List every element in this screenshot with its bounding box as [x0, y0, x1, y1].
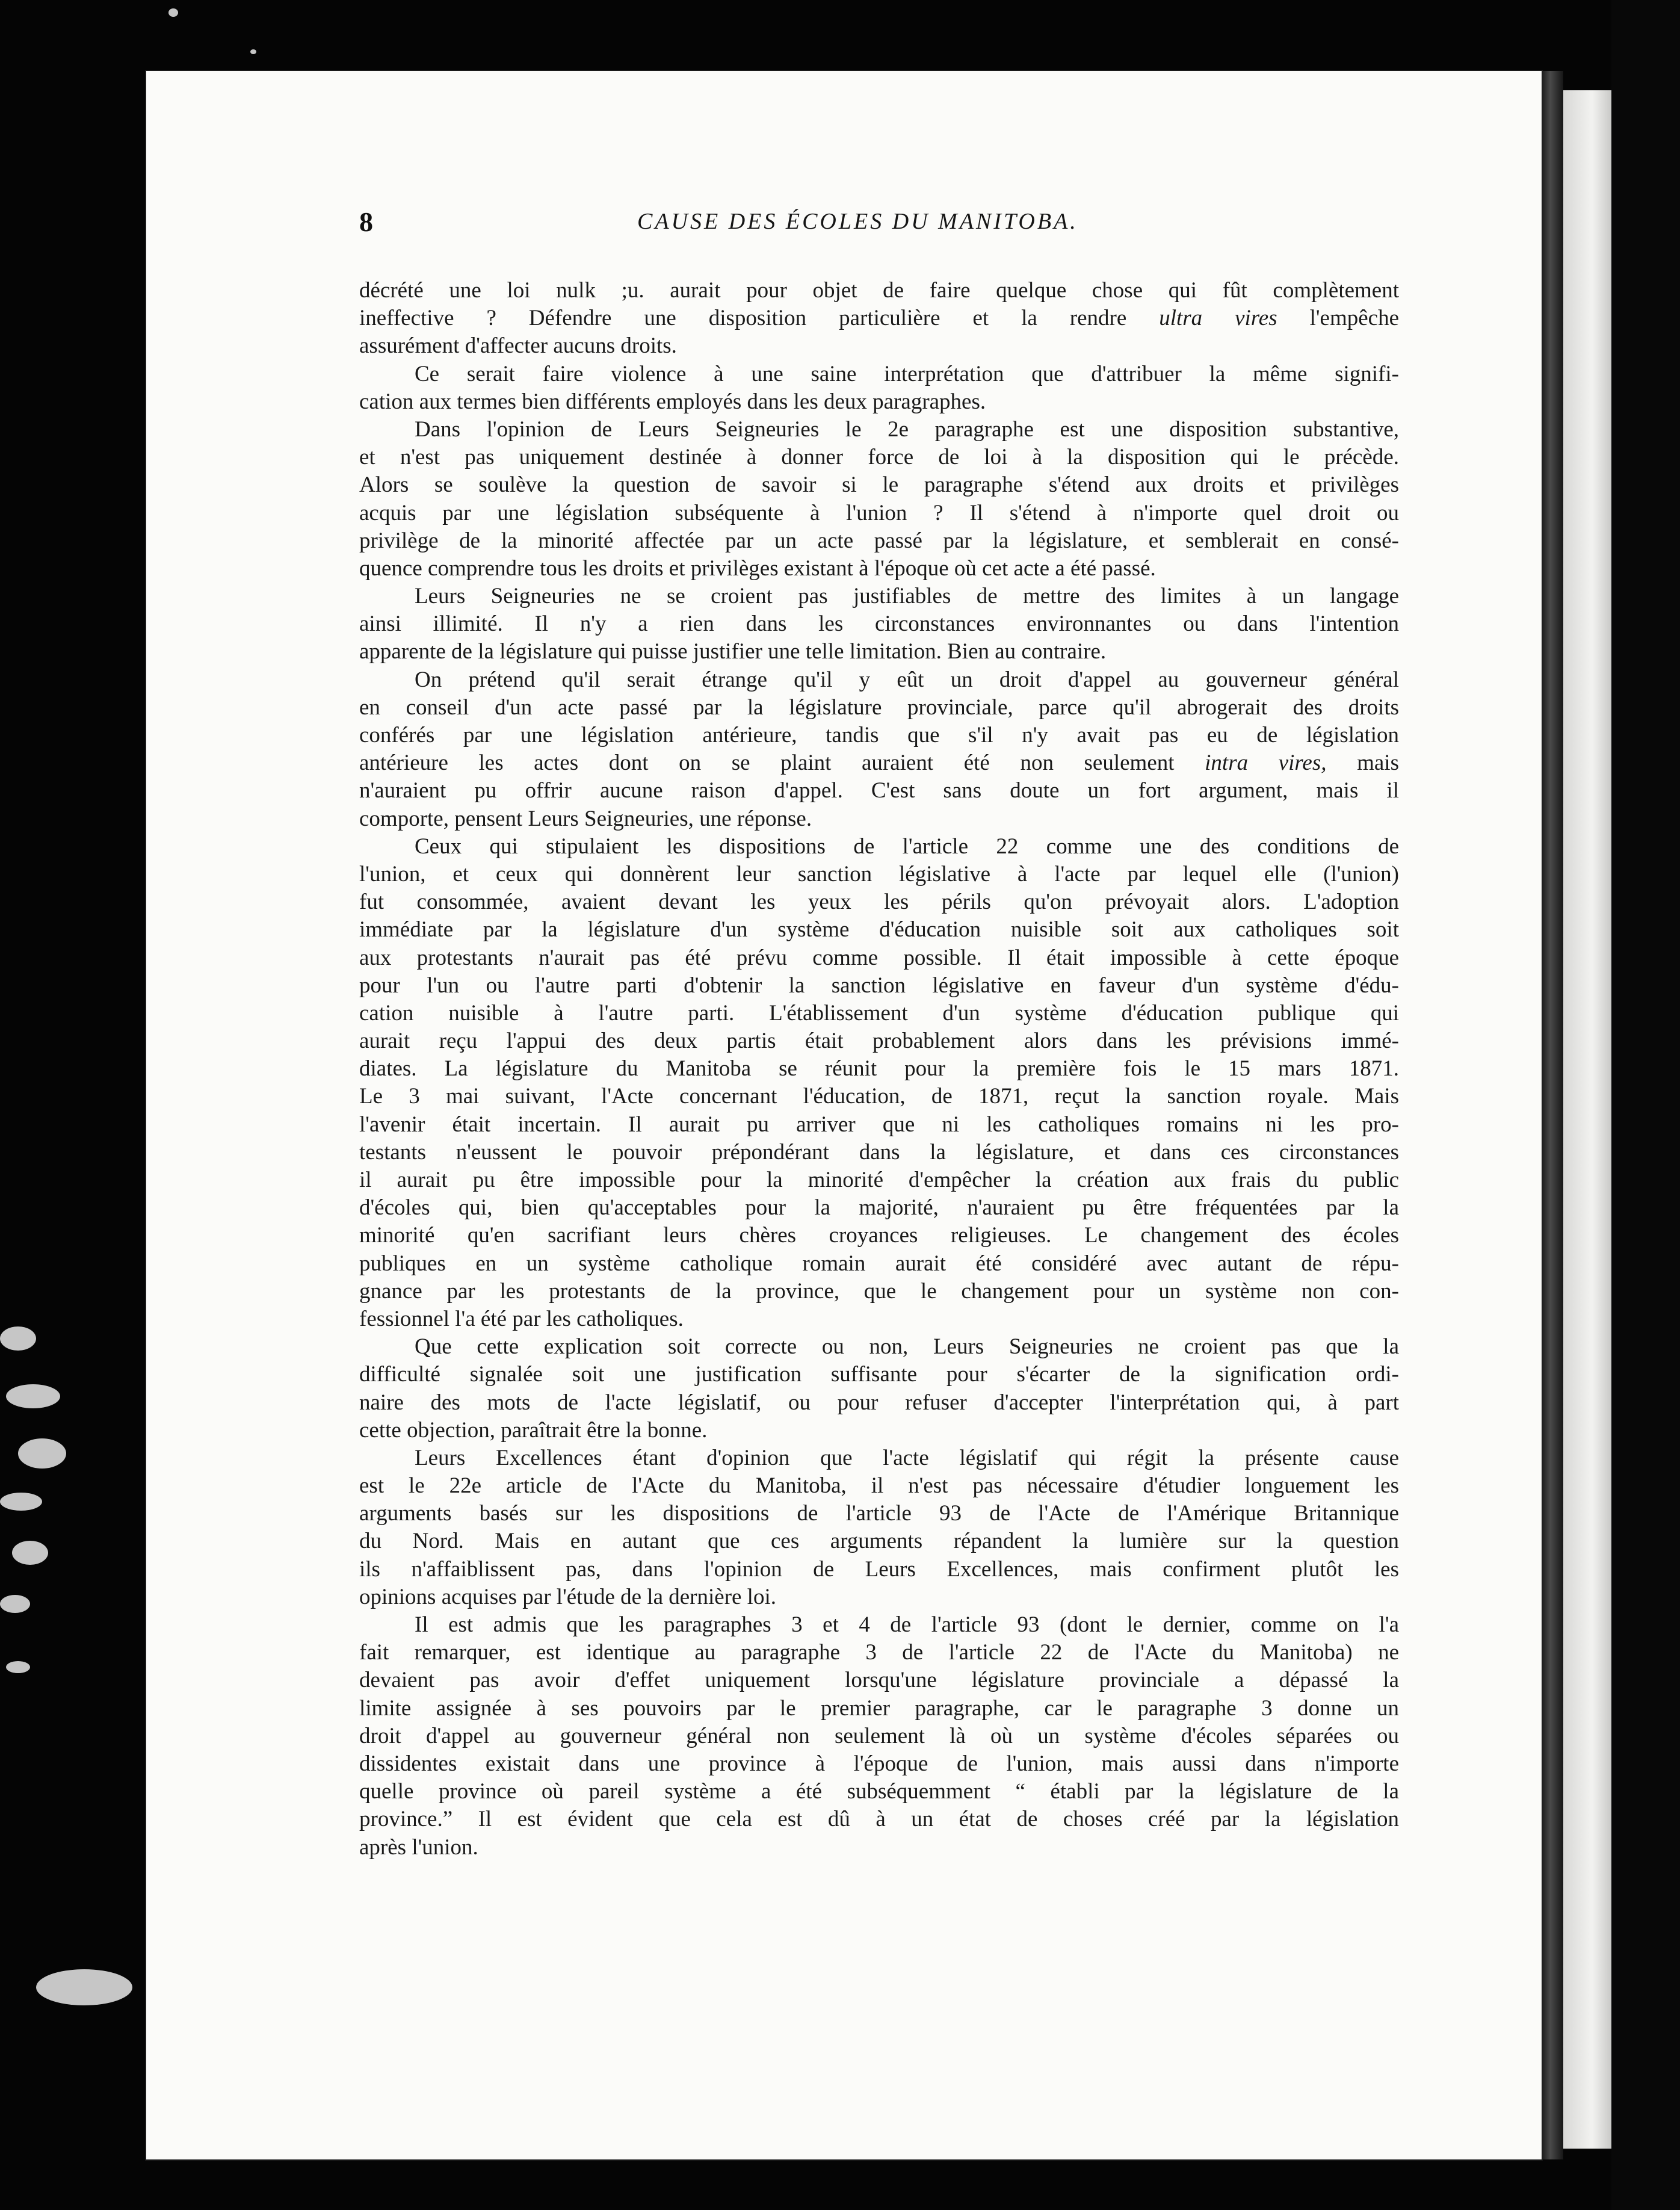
text-line-content: Il est admis que les paragraphes 3 et 4 de l'article 93 (dont le dernier, comme on l'a — [415, 1612, 1399, 1637]
text-line — [359, 1528, 1399, 1555]
text-line — [359, 1000, 1399, 1027]
text-line — [359, 1472, 1399, 1500]
text-line-content: il aurait pu être impossible pour la minorité d'empêcher la création aux frais du public — [359, 1168, 1399, 1192]
text-line-content: ineffective ? Défendre une disposition particulière et la rendre — [359, 306, 1160, 331]
text-line — [359, 638, 1399, 666]
text-line — [359, 749, 1399, 777]
page-header — [359, 206, 1117, 242]
text-line — [359, 1778, 1399, 1806]
text-line — [359, 500, 1399, 527]
text-line — [359, 1500, 1399, 1528]
text-line — [359, 1583, 1399, 1611]
text-line-content: On prétend qu'il serait étrange qu'il y eût un droit d'appel au gouverneur général — [415, 667, 1399, 692]
text-line — [359, 1278, 1399, 1305]
text-line-content: comporte, pensent Leurs Seigneuries, une réponse. — [359, 806, 812, 831]
text-line — [359, 1361, 1399, 1388]
text-line — [359, 1305, 1399, 1333]
text-line-content: et n'est pas uniquement destinée à donner force de loi à la disposition qui le précède. — [359, 445, 1399, 470]
text-line — [359, 1695, 1399, 1722]
body-text — [359, 277, 1399, 1862]
text-line — [359, 1639, 1399, 1667]
text-line-content: droit d'appel au gouverneur général non seulement là où un système d'écoles séparées ou — [359, 1723, 1399, 1748]
text-line-content: difficulté signalée soit une justification suffisante pour s'écarter de la signification ordi- — [359, 1362, 1399, 1387]
text-line-content: après l'union. — [359, 1834, 478, 1860]
text-line-content: arguments basés sur les dispositions de l'article 93 de l'Acte de l'Amérique Britannique — [359, 1501, 1399, 1526]
text-line — [359, 332, 1399, 360]
text-line-content: gnance par les protestants de la province, que le changement pour un système non con- — [359, 1278, 1399, 1304]
text-line-content: Dans l'opinion de Leurs Seigneuries le 2e paragraphe est une disposition substantive, — [415, 416, 1399, 442]
text-line-content: Ceux qui stipulaient les dispositions de l'article 22 comme une des conditions de — [415, 834, 1399, 859]
text-line-content: cette objection, paraîtrait être la bonne. — [359, 1417, 708, 1443]
running-title: CAUSE DES ÉCOLES DU MANITOBA. — [637, 209, 1078, 234]
text-line — [359, 1444, 1399, 1472]
text-line — [359, 1834, 1399, 1862]
text-line-content: antérieure les actes dont on se plaint auraient été non seulement — [359, 751, 1205, 776]
text-line — [359, 1417, 1399, 1444]
text-line-content: naire des mots de l'acte législatif, ou pour refuser d'accepter l'interprétation qui, à part — [359, 1390, 1399, 1415]
text-line — [359, 1083, 1399, 1110]
text-line-content: du Nord. Mais en autant que ces arguments répandent la lumière sur la question — [359, 1529, 1399, 1554]
text-line-content: l'union, et ceux qui donnèrent leur sanction législative à l'acte par lequel elle (l'union) — [359, 861, 1399, 887]
scan-speck — [0, 1595, 30, 1613]
text-line-content: privilège de la minorité affectée par un acte passé par la législature, et semblerait en consé- — [359, 528, 1399, 553]
text-line-content: Le 3 mai suivant, l'Acte concernant l'éducation, de 1871, reçut la sanction royale. Mais — [359, 1084, 1399, 1109]
scan-speck — [36, 1969, 132, 2005]
text-line — [359, 833, 1399, 861]
text-line-content: fait remarquer, est identique au paragraphe 3 de l'article 22 de l'Acte du Manitoba) ne — [359, 1640, 1399, 1665]
text-line — [359, 1806, 1399, 1833]
adjacent-page-edge — [1563, 90, 1611, 2149]
text-line-content: décrété une loi nulk ;u. aurait pour objet de faire quelque chose qui fût complètement — [359, 278, 1399, 303]
text-line — [359, 610, 1399, 638]
text-line — [359, 1194, 1399, 1222]
text-line — [359, 1556, 1399, 1583]
text-line — [359, 972, 1399, 1000]
text-line-content: en conseil d'un acte passé par la législature provinciale, parce qu'il abrogerait des droits — [359, 695, 1399, 720]
text-line-content: aurait reçu l'appui des deux partis était probablement alors dans les prévisions immé- — [359, 1029, 1399, 1054]
text-line — [359, 1111, 1399, 1139]
text-line-tail: mais — [1326, 751, 1399, 776]
text-line — [359, 555, 1399, 583]
text-line-content: fut consommée, avaient devant les yeux les périls qu'on prévoyait alors. L'adoption — [359, 890, 1399, 915]
text-line — [359, 666, 1399, 694]
text-line-content: cation nuisible à l'autre parti. L'établissement d'un système d'éducation publique qui — [359, 1000, 1399, 1026]
text-line-content: quelle province où pareil système a été subséquemment “ établi par la législature de la — [359, 1779, 1399, 1804]
scan-speck — [0, 1493, 42, 1511]
page-binding-shadow — [1542, 71, 1563, 2159]
text-line — [359, 888, 1399, 916]
text-line — [359, 916, 1399, 944]
scan-speck — [0, 1326, 36, 1351]
text-line — [359, 1250, 1399, 1278]
text-line-content: aux protestants n'aurait pas été prévu comme possible. Il était impossible à cette époque — [359, 945, 1399, 970]
scan-speck — [250, 49, 256, 54]
text-line — [359, 777, 1399, 805]
text-line — [359, 1611, 1399, 1639]
text-line — [359, 1139, 1399, 1166]
scan-speck — [18, 1438, 66, 1469]
text-line-content: Leurs Excellences étant d'opinion que l'acte législatif qui régit la présente cause — [415, 1445, 1399, 1470]
text-line-content: Ce serait faire violence à une saine interprétation que d'attribuer la même signifi- — [415, 361, 1399, 386]
scan-speck — [6, 1661, 30, 1673]
italic-term: ultra vires — [1159, 306, 1277, 331]
text-line — [359, 1667, 1399, 1694]
text-line-content: pour l'un ou l'autre parti d'obtenir la sanction législative en faveur d'un système d'édu- — [359, 973, 1399, 998]
text-line-content: limite assignée à ses pouvoirs par le premier paragraphe, car le paragraphe 3 donne un — [359, 1695, 1399, 1721]
text-line — [359, 722, 1399, 749]
text-line — [359, 305, 1399, 332]
text-line-content: est le 22e article de l'Acte du Manitoba, il n'est pas nécessaire d'étudier longuement les — [359, 1473, 1399, 1499]
text-line-content: Leurs Seigneuries ne se croient pas justifiables de mettre des limites à un langage — [415, 584, 1399, 609]
text-line — [359, 1055, 1399, 1083]
text-line-content: minorité qu'en sacrifiant leurs chères croyances religieuses. Le changement des écoles — [359, 1223, 1399, 1248]
text-line-content: opinions acquises par l'étude de la dernière loi. — [359, 1584, 776, 1609]
text-line — [359, 1222, 1399, 1249]
scan-speck — [168, 8, 178, 17]
text-line-content: d'écoles qui, bien qu'acceptables pour la majorité, n'auraient pu être fréquentées par la — [359, 1195, 1399, 1221]
text-line-content: assurément d'affecter aucuns droits. — [359, 333, 677, 359]
text-line-content: Alors se soulève la question de savoir si le paragraphe s'étend aux droits et privilèges — [359, 472, 1399, 498]
text-line-tail: l'empêche — [1277, 306, 1399, 331]
text-line-content: devaient pas avoir d'effet uniquement lorsqu'une législature provinciale a dépassé la — [359, 1668, 1399, 1693]
scan-edge — [1611, 0, 1680, 2210]
text-line — [359, 361, 1399, 388]
text-line — [359, 277, 1399, 305]
text-line-content: l'avenir était incertain. Il aurait pu arriver que ni les catholiques romains ni les pro- — [359, 1112, 1399, 1137]
page-number: 8 — [359, 206, 373, 237]
italic-term: intra vires, — [1205, 751, 1327, 776]
text-line-content: quence comprendre tous les droits et privilèges existant à l'époque où cet acte a été passé. — [359, 556, 1156, 581]
text-line — [359, 1166, 1399, 1194]
text-line-content: apparente de la législature qui puisse justifier une telle limitation. Bien au contraire. — [359, 639, 1107, 664]
text-line-content: acquis par une législation subséquente à l'union ? Il s'étend à n'importe quel droit ou — [359, 500, 1399, 525]
text-line-content: conférés par une législation antérieure, tandis que s'il n'y avait pas eu de législation — [359, 723, 1399, 748]
text-line-content: ainsi illimité. Il n'y a rien dans les circonstances environnantes ou dans l'intention — [359, 611, 1399, 637]
text-line-content: testants n'eussent le pouvoir prépondérant dans la législature, et dans ces circonstances — [359, 1139, 1399, 1165]
text-line-content: fessionnel l'a été par les catholiques. — [359, 1306, 684, 1331]
scan-speck — [12, 1541, 48, 1565]
text-line-content: immédiate par la législature d'un système d'éducation nuisible soit aux catholiques soit — [359, 917, 1399, 942]
text-line-content: n'auraient pu offrir aucune raison d'appel. C'est sans doute un fort argument, mais il — [359, 778, 1399, 803]
text-line-content: cation aux termes bien différents employés dans les deux paragraphes. — [359, 389, 986, 414]
text-line-content: Que cette explication soit correcte ou non, Leurs Seigneuries ne croient pas que la — [415, 1334, 1399, 1360]
text-line — [359, 583, 1399, 610]
text-line-content: publiques en un système catholique romain aurait été considéré avec autant de répu- — [359, 1251, 1399, 1276]
text-line-content: diates. La législature du Manitoba se réunit pour la première fois le 15 mars 1871. — [359, 1056, 1399, 1082]
text-line — [359, 416, 1399, 444]
text-line — [359, 1750, 1399, 1778]
text-line-content: province.” Il est évident que cela est dû à un état de choses créé par la législation — [359, 1807, 1399, 1832]
text-line — [359, 944, 1399, 972]
text-line — [359, 471, 1399, 499]
text-line — [359, 388, 1399, 416]
text-line — [359, 527, 1399, 555]
text-line — [359, 1027, 1399, 1055]
text-line — [359, 694, 1399, 722]
scan-speck — [6, 1384, 60, 1408]
text-line — [359, 805, 1399, 833]
text-line — [359, 444, 1399, 471]
text-line-content: dissidentes existait dans une province à l'époque de l'union, mais aussi dans n'importe — [359, 1751, 1399, 1776]
text-line — [359, 1722, 1399, 1750]
text-line — [359, 1389, 1399, 1417]
text-line — [359, 861, 1399, 888]
text-line-content: ils n'affaiblissent pas, dans l'opinion de Leurs Excellences, mais confirment plutôt les — [359, 1556, 1399, 1582]
text-line — [359, 1333, 1399, 1361]
